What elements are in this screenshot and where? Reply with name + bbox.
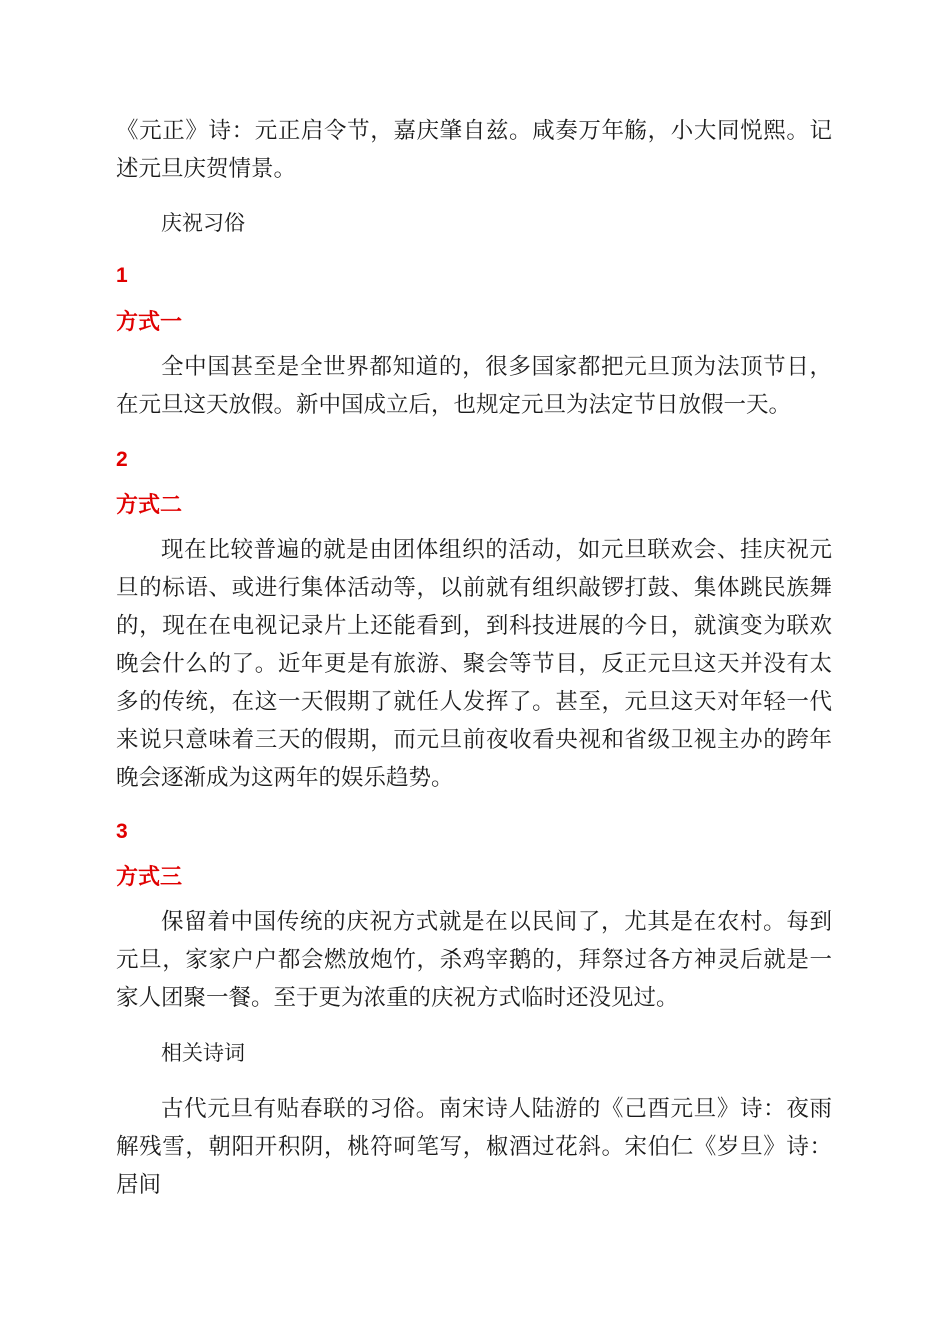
method-title-3: 方式三: [116, 865, 183, 890]
method-number-2: 2: [116, 448, 128, 471]
section-title-customs: 庆祝习俗: [161, 211, 245, 235]
method-title-2: 方式二: [116, 493, 183, 518]
poems-paragraph: 古代元旦有贴春联的习俗。南宋诗人陆游的《己酉元旦》诗：夜雨解残雪，朝阳开积阴，桃符呵笔写，椒酒过花斜。宋伯仁《岁旦》诗：居间: [116, 1096, 832, 1198]
intro-paragraph: 《元正》诗：元正启令节，嘉庆肇自兹。咸奏万年觞，小大同悦熙。记述元旦庆贺情景。: [116, 118, 832, 182]
method-title-1: 方式一: [116, 310, 183, 335]
method-text-1: 全中国甚至是全世界都知道的，很多国家都把元旦顶为法顶节日，在元旦这天放假。新中国成立后，也规定元旦为法定节日放假一天。: [116, 354, 832, 418]
method-number-1: 1: [116, 264, 128, 287]
method-text-2: 现在比较普遍的就是由团体组织的活动，如元旦联欢会、挂庆祝元旦的标语、或进行集体活动等，以前就有组织敲锣打鼓、集体跳民族舞的，现在在电视记录片上还能看到，到科技进展的今日，就演变为联欢晚会什么的了。近年更是有旅游、聚会等节目，反正元旦这天并没有太多的传统，在这一天假期了就任人发挥了。甚至，元旦这天对年轻一代来说只意味着三天的假期，而元旦前夜收看央视和省级卫视主办的跨年晚会逐渐成为这两年的娱乐趋势。: [116, 537, 832, 791]
method-text-3: 保留着中国传统的庆祝方式就是在以民间了，尤其是在农村。每到元旦，家家户户都会燃放炮竹，杀鸡宰鹅的，拜祭过各方神灵后就是一家人团聚一餐。至于更为浓重的庆祝方式临时还没见过。: [116, 909, 832, 1011]
method-number-3: 3: [116, 820, 128, 843]
section-title-poems: 相关诗词: [161, 1041, 245, 1065]
